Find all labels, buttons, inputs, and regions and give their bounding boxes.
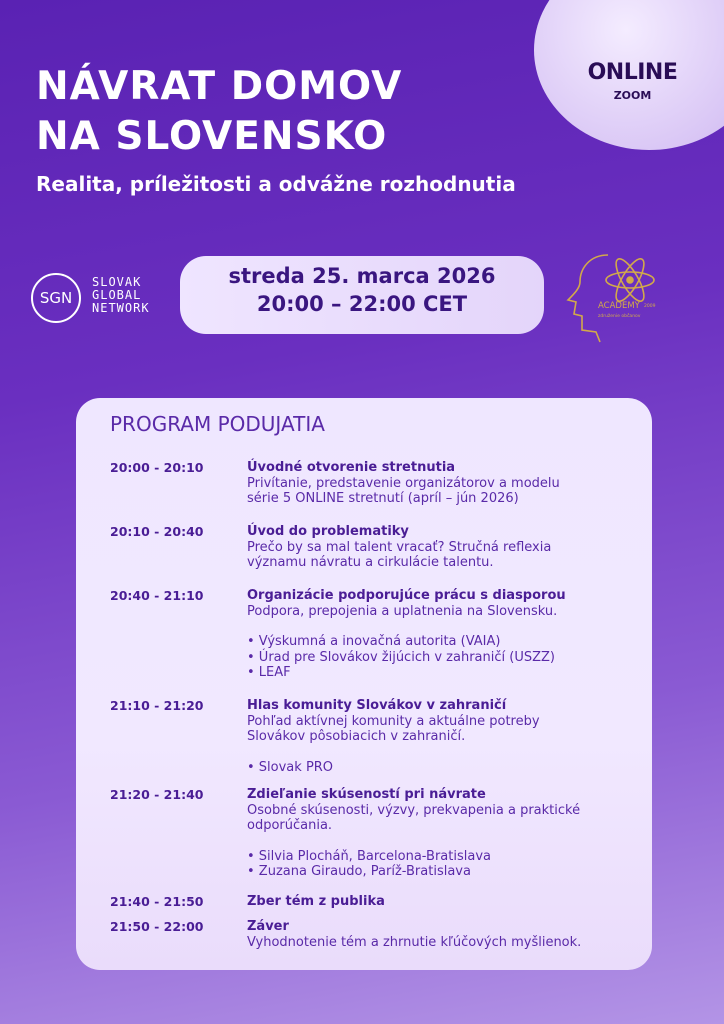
program-time: 21:40 - 21:50 [110,894,204,909]
program-card [76,398,652,970]
academy-logo-icon [560,250,660,345]
badge-online-label: ONLINE [587,60,678,85]
sgn-logo-icon [30,272,82,324]
page-title [36,62,402,162]
program-desc: Prečo by sa mal talent vracať? Stručná reflexia [247,539,552,555]
program-desc: Vyhodnotenie tém a zhrnutie kľúčových myšlienok. [247,934,582,950]
program-content [247,698,627,775]
program-bullet: • LEAF [247,665,291,680]
program-heading: Úvodné otvorenie stretnutia [247,460,456,475]
program-heading: Úvod do problematiky [247,524,409,539]
event-date: streda 25. marca 2026 [228,264,496,288]
event-time: 20:00 – 22:00 CET [256,292,468,316]
program-desc: Osobné skúsenosti, výzvy, prekvapenia a praktické [247,802,581,818]
program-time: 21:20 - 21:40 [110,787,204,802]
program-desc: odporúčania. [247,818,333,833]
sgn-logo-text [92,276,150,315]
program-time: 20:10 - 20:40 [110,524,204,539]
title-line-1: NÁVRAT DOMOV [36,64,403,109]
program-content [247,894,627,910]
program-time: 21:10 - 21:20 [110,698,204,713]
program-desc: Privítanie, predstavenie organizátorov a modelu [247,475,560,491]
program-content [247,787,627,880]
program-desc: série 5 ONLINE stretnutí (apríl – jún 2026) [247,491,519,506]
badge-zoom-label: ZOOM [613,89,652,102]
academy-subtitle: združenie občanov [598,314,641,319]
program-desc: Pohľad aktívnej komunity a aktuálne potreby [247,713,540,729]
date-pill [180,256,544,334]
program-bullet: • Zuzana Giraudo, Paríž-Bratislava [247,864,471,879]
program-heading: Záver [247,919,289,934]
program-time: 21:50 - 22:00 [110,919,204,934]
program-desc: Podpora, prepojenia a uplatnenia na Slovensku. [247,603,558,619]
program-content [247,588,627,681]
program-desc: Slovákov pôsobiacich v zahraničí. [247,729,466,744]
academy-name: ACADEMY [598,301,640,311]
program-time: 20:40 - 21:10 [110,588,204,603]
title-line-2: NA SLOVENSKO [36,114,388,159]
program-bullet: • Úrad pre Slovákov žijúcich v zahraničí (USZZ) [247,649,555,665]
sgn-logo-mark: SGN [39,289,73,307]
sgn-text-line: GLOBAL [92,288,142,302]
program-time: 20:00 - 20:10 [110,460,204,475]
program-bullet: • Výskumná a inovačná autorita (VAIA) [247,634,501,649]
program-bullet: • Slovak PRO [247,759,334,775]
program-heading: Organizácie podporujúce prácu s diasporou [247,588,566,603]
program-content [247,460,627,507]
program-heading: Zber tém z publika [247,894,385,909]
program-heading: Hlas komunity Slovákov v zahraničí [247,698,507,713]
sgn-text-line: SLOVAK [92,275,142,289]
program-bullet: • Silvia Plocháň, Barcelona-Bratislava [247,848,491,864]
program-desc: významu návratu a cirkulácie talentu. [247,555,494,570]
program-content [247,919,627,950]
academy-year: 2009 [644,304,656,309]
program-title: PROGRAM PODUJATIA [110,412,325,436]
subtitle: Realita, príležitosti a odvážne rozhodnutia [36,172,516,196]
sgn-text-line: NETWORK [92,301,150,315]
program-heading: Zdieľanie skúseností pri návrate [247,787,486,802]
program-content [247,524,627,571]
